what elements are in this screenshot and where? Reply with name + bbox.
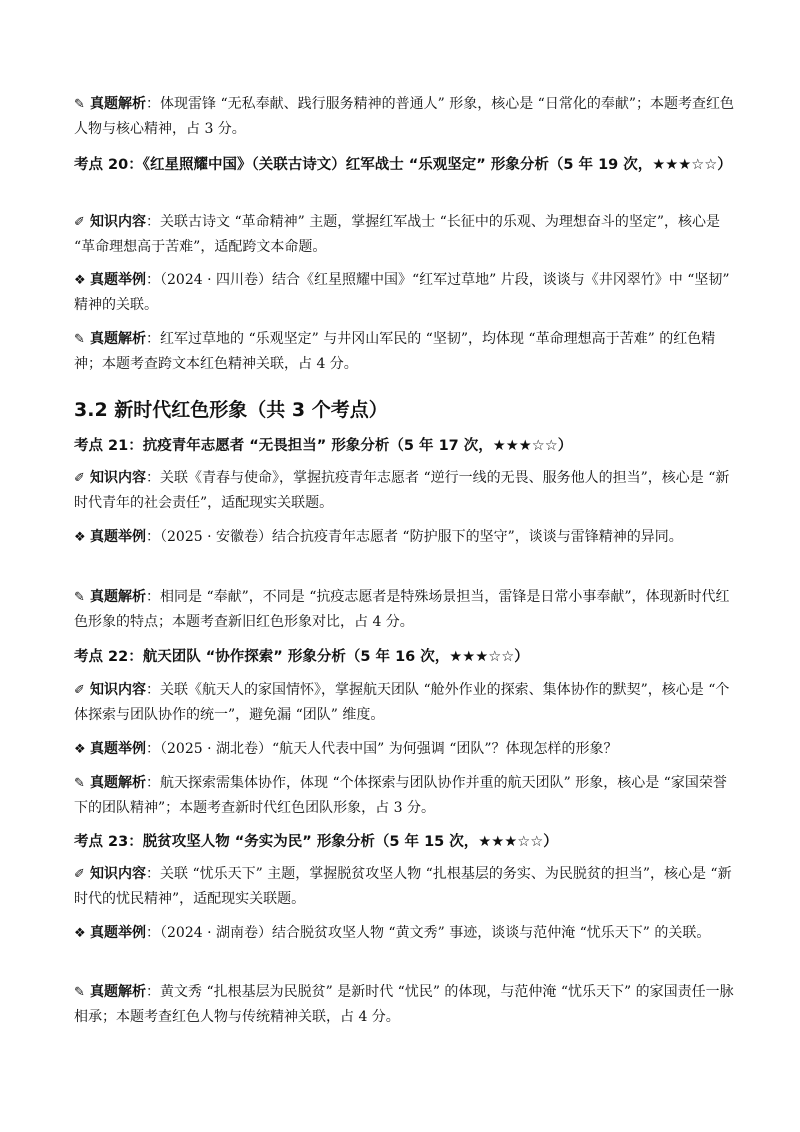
paragraph-text: ：关联 “忧乐天下” 主题，掌握脱贫攻坚人物 “扎根基层的务实、为民脱贫的担当”，核心是 “新时代的忧民精神”，适配现实关联题。: [74, 866, 732, 907]
label: 知识内容: [90, 470, 146, 486]
label: 真题解析: [90, 589, 146, 605]
paragraph-text: ：关联《航天人的家国情怀》，掌握航天团队 “舱外作业的探索、集体协作的默契”，核心是 “个体探索与团队协作的统一”，避免漏 “团队” 维度。: [74, 682, 730, 723]
paragraph-text: ：相同是 “奉献”，不同是 “抗疫志愿者是特殊场景担当，雷锋是日常小事奉献”，体现新时代红色形象的特点；本题考查新旧红色形象对比，占 4 分。: [74, 589, 730, 630]
diamond-icon: ❖: [74, 742, 86, 757]
pencil-icon: ✎: [74, 985, 85, 1000]
pen-icon: ✐: [74, 215, 85, 230]
diamond-icon: ❖: [74, 926, 86, 941]
pen-icon: ✐: [74, 471, 85, 486]
label: 真题解析: [90, 96, 146, 112]
pencil-icon: ✎: [74, 776, 85, 791]
knowledge-paragraph: [74, 862, 734, 912]
label: 知识内容: [90, 682, 146, 698]
paragraph-text: ：红军过草地的 “乐观坚定” 与井冈山军民的 “坚韧”，均体现 “革命理想高于苦难” 的红色精神；本题考查跨文本红色精神关联，占 4 分。: [74, 331, 716, 372]
paragraph-text: ：航天探索需集体协作，体现 “个体探索与团队协作并重的航天团队” 形象，核心是 “家国荣誉下的团队精神”；本题考查新时代红色团队形象，占 3 分。: [74, 775, 727, 816]
paragraph-text: ：（2025 · 湖北卷）“航天人代表中国” 为何强调 “团队”？体现怎样的形象？: [146, 741, 618, 757]
paragraph-text: ：关联《青春与使命》，掌握抗疫青年志愿者 “逆行一线的无畏、服务他人的担当”，核心是 “新时代青年的社会责任”，适配现实关联题。: [74, 470, 730, 511]
label: 真题解析: [90, 984, 146, 1000]
section-title: 3.2 新时代红色形象（共 3 个考点）: [74, 399, 388, 421]
knowledge-paragraph: [74, 210, 734, 260]
analysis-paragraph: [74, 92, 734, 142]
paragraph-text: ：（2024 · 四川卷）结合《红星照耀中国》“红军过草地” 片段，谈谈与《井冈翠竹》中 “坚韧” 精神的关联。: [74, 272, 730, 313]
analysis-paragraph: [74, 585, 734, 635]
paragraph-text: ：（2025 · 安徽卷）结合抗疫青年志愿者 “防护服下的坚守”，谈谈与雷锋精神的异同。: [146, 529, 683, 545]
paragraph-text: ：（2024 · 湖南卷）结合脱贫攻坚人物 “黄文秀” 事迹，谈谈与范仲淹 “忧乐天下” 的关联。: [146, 925, 711, 941]
diamond-icon: ❖: [74, 530, 86, 545]
analysis-paragraph: [74, 327, 734, 377]
label: 真题解析: [90, 775, 146, 791]
exam-point-heading: 考点 23：脱贫攻坚人物 “务实为民” 形象分析（5 年 15 次，★★★☆☆）: [74, 834, 558, 850]
pencil-icon: ✎: [74, 97, 85, 112]
example-paragraph: [74, 525, 734, 550]
analysis-paragraph: [74, 980, 734, 1030]
label: 真题举例: [90, 529, 146, 545]
label: 真题举例: [90, 925, 146, 941]
pencil-icon: ✎: [74, 332, 85, 347]
label: 知识内容: [90, 214, 146, 230]
example-paragraph: [74, 921, 734, 946]
paragraph-text: ：关联古诗文 “革命精神” 主题，掌握红军战士 “长征中的乐观、为理想奋斗的坚定”，核心是 “革命理想高于苦难”，适配跨文本命题。: [74, 214, 720, 255]
exam-point-heading: 考点 20：《红星照耀中国》（关联古诗文）红军战士 “乐观坚定” 形象分析（5 年 19 次，★★★☆☆）: [74, 157, 732, 173]
analysis-paragraph: [74, 771, 734, 821]
example-paragraph: [74, 268, 734, 318]
paragraph-text: ：黄文秀 “扎根基层为民脱贫” 是新时代 “忧民” 的体现，与范仲淹 “忧乐天下” 的家国责任一脉相承；本题考查红色人物与传统精神关联，占 4 分。: [74, 984, 734, 1025]
knowledge-paragraph: [74, 466, 734, 516]
label: 真题举例: [90, 741, 146, 757]
paragraph-text: ：体现雷锋 “无私奉献、践行服务精神的普通人” 形象，核心是 “日常化的奉献”；本题考查红色人物与核心精神，占 3 分。: [74, 96, 734, 137]
pencil-icon: ✎: [74, 590, 85, 605]
example-paragraph: [74, 737, 734, 762]
diamond-icon: ❖: [74, 273, 86, 288]
label: 真题解析: [90, 331, 146, 347]
exam-point-heading: 考点 21：抗疫青年志愿者 “无畏担当” 形象分析（5 年 17 次，★★★☆☆）: [74, 438, 573, 454]
pen-icon: ✐: [74, 683, 85, 698]
exam-point-heading: 考点 22：航天团队 “协作探索” 形象分析（5 年 16 次，★★★☆☆）: [74, 649, 529, 665]
label: 知识内容: [90, 866, 146, 882]
knowledge-paragraph: [74, 678, 734, 728]
label: 真题举例: [90, 272, 146, 288]
pen-icon: ✐: [74, 867, 85, 882]
